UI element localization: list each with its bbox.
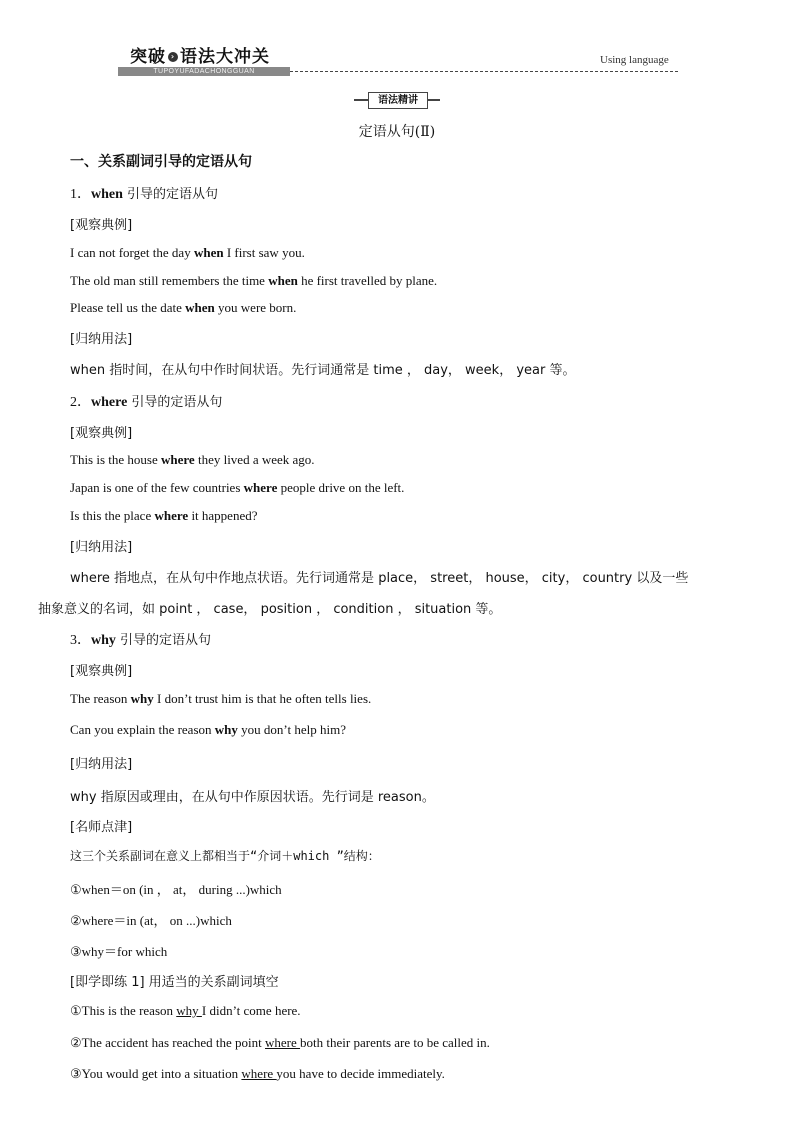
example-line: Please tell us the date when you were born. — [70, 300, 297, 315]
brand-title: 突破 › 语法大冲关 — [130, 47, 270, 67]
header-divider — [290, 71, 678, 72]
main-heading: 一、关系副词引导的定语从句 — [70, 154, 252, 170]
heading-where: 2．where 引导的定语从句 — [70, 395, 223, 410]
exercise-label: [即学即练 1] 用适当的关系副词填空 — [70, 975, 279, 990]
example-line: Can you explain the reason why you don’t help him? — [70, 722, 346, 737]
example-line: I can not forget the day when I first saw you. — [70, 245, 305, 260]
rule-item: ②where＝in (at， on ...)which — [70, 913, 232, 928]
example-line: The reason why I don’t trust him is that he often tells lies. — [70, 691, 372, 706]
example-line: Is this the place where it happened? — [70, 508, 258, 523]
observe-label: [观察典例] — [70, 664, 133, 679]
usage-text: why 指原因或理由，在从句中作原因状语。先行词是 reason。 — [70, 790, 435, 805]
rule-item: ①when＝on (in ， at， during ...)which — [70, 882, 282, 897]
exercise-item: ③You would get into a situation where you have to decide immediately. — [70, 1066, 445, 1081]
usage-text: where 指地点，在从句中作地点状语。先行词通常是 place， street， house， city， country 以及一些 — [70, 571, 689, 586]
page-title: 定语从句(Ⅱ) — [358, 124, 436, 140]
tips-label: [名师点津] — [70, 820, 133, 835]
heading-when: 1．when 引导的定语从句 — [70, 187, 219, 202]
answer-blank: where — [265, 1035, 301, 1050]
answer-blank: why — [176, 1003, 202, 1018]
summary-label: [归纳用法] — [70, 757, 133, 772]
answer-blank: where — [241, 1066, 277, 1081]
exercise-item: ②The accident has reached the point where both their parents are to be called in. — [70, 1035, 490, 1050]
observe-label: [观察典例] — [70, 426, 133, 441]
page-header — [0, 0, 794, 85]
example-line: The old man still remembers the time when he first travelled by plane. — [70, 273, 438, 288]
observe-label: [观察典例] — [70, 218, 133, 233]
usage-text: when 指时间，在从句中作时间状语。先行词通常是 time ， day， week， year 等。 — [70, 363, 576, 378]
summary-label: [归纳用法] — [70, 332, 133, 347]
brand-pinyin: TUPOYUFADACHONGGUAN — [118, 67, 290, 76]
chevron-right-icon: › — [168, 52, 178, 62]
rule-item: ③why＝for which — [70, 944, 168, 959]
heading-why: 3．why 引导的定语从句 — [70, 633, 212, 648]
example-line: This is the house where they lived a week ago. — [70, 452, 315, 467]
exercise-item: ①This is the reason why I didn’t come here. — [70, 1003, 301, 1018]
tips-text: 这三个关系副词在意义上都相当于“介词＋which ”结构： — [70, 849, 380, 863]
section-badge: 语法精讲 — [354, 92, 440, 108]
section-name: Using language — [600, 54, 669, 66]
example-line: Japan is one of the few countries where people drive on the left. — [70, 480, 405, 495]
summary-label: [归纳用法] — [70, 540, 133, 555]
usage-text: 抽象意义的名词，如 point ， case， position ， condition ， situation 等。 — [38, 602, 502, 617]
